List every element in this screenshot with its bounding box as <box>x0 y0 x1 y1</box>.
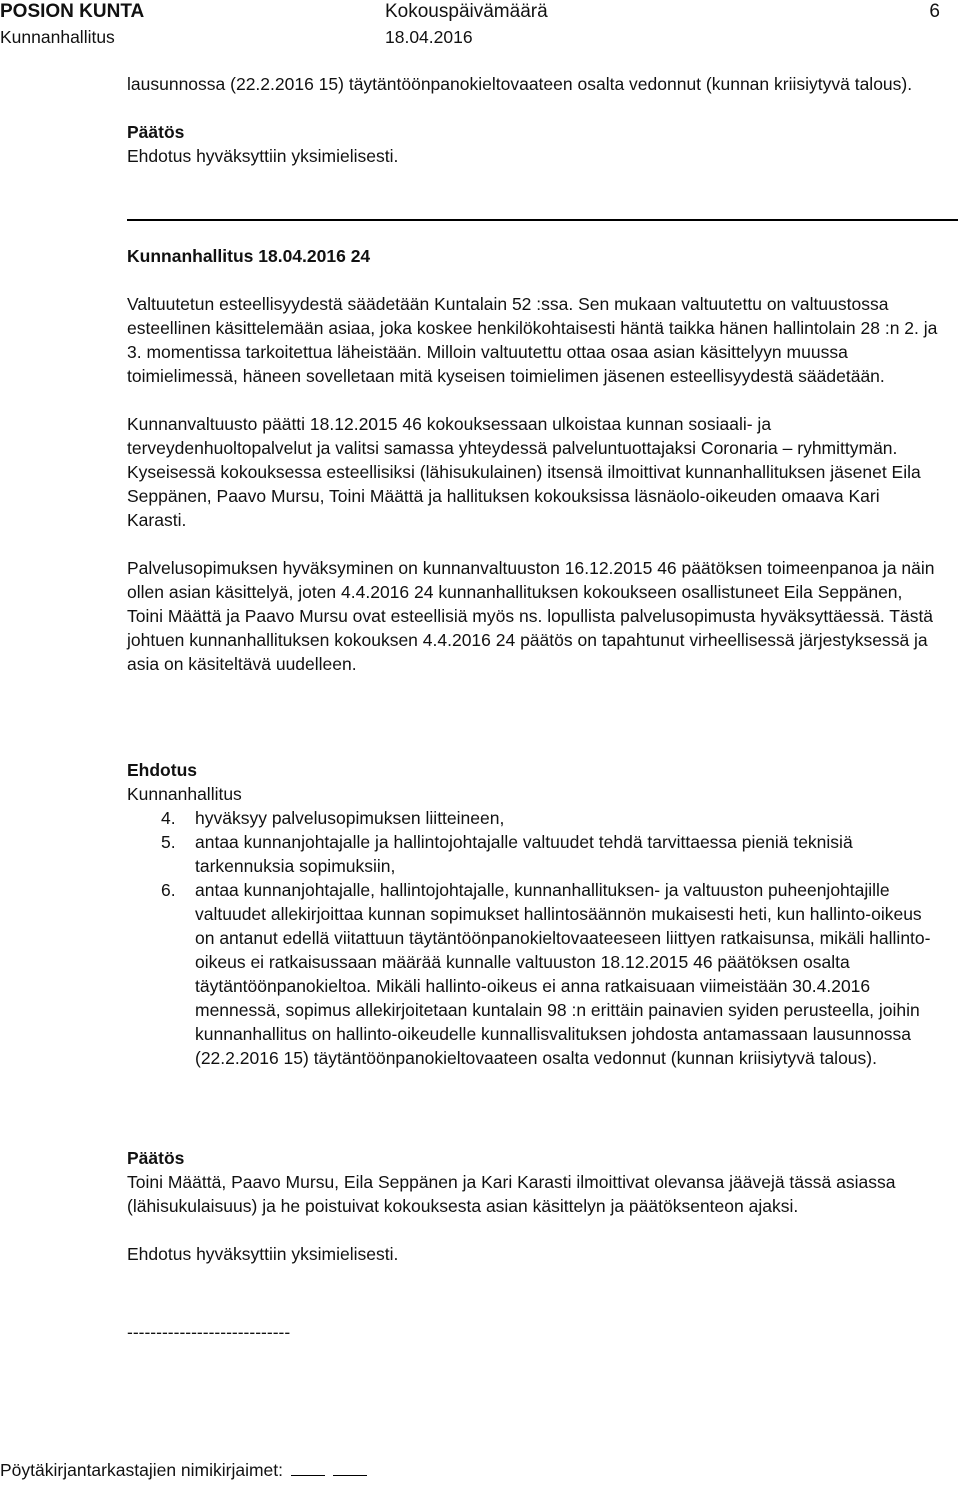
decision-text: Toini Määttä, Paavo Mursu, Eila Seppänen ja Kari Karasti ilmoittivat olevansa jäävejä tässä asiassa (lähisukulaisuus) ja he poistuivat kokouksesta asian käsittelyn ja päätöksenteon ajaksi. <box>127 1172 896 1216</box>
list-item-number: 4. <box>161 808 176 828</box>
paragraph-palvelusopimus: Palvelusopimuksen hyväksyminen on kunnanvaltuuston 16.12.2015 46 päätöksen toimeenpanoa ja näin ollen asian käsittelyä, joten 4.4.2016 24 kunnanhallituksen kokoukseen osallistuneet Eila Seppänen, Toini Määttä ja Paavo Mursu ovat esteellisiä myös ns. lopullista palvelusopimusta hyväksyttäessä. Tästä johtuen kunnanhallituksen kokouksen 4.4.2016 24 päätös on tapahtunut virheellisessä järjestyksessä ja asia on käsiteltävä uudelleen. <box>127 558 935 674</box>
decision-result: Ehdotus hyväksyttiin yksimielisesti. <box>127 1244 399 1264</box>
initials-line <box>291 1461 325 1476</box>
proposal-list <box>127 806 942 1070</box>
governing-body: Kunnanhallitus <box>0 27 115 47</box>
list-item <box>127 806 942 830</box>
page-header <box>0 0 960 48</box>
page-number: 6 <box>929 1 940 22</box>
initials-label: Pöytäkirjantarkastajien nimikirjaimet: <box>0 1460 284 1480</box>
decision-heading: Päätös <box>127 1148 185 1168</box>
list-item <box>127 830 942 878</box>
list-item-number: 5. <box>161 832 176 852</box>
previous-item-end <box>127 72 942 168</box>
section-heading: Kunnanhallitus 18.04.2016 24 <box>127 246 371 266</box>
page-footer <box>0 1458 367 1482</box>
decision-section <box>127 1146 942 1266</box>
proposal-subject: Kunnanhallitus <box>127 784 242 804</box>
section-divider <box>127 219 958 221</box>
section-body <box>127 244 942 676</box>
decision-text: Ehdotus hyväksyttiin yksimielisesti. <box>127 146 399 166</box>
proposal-section <box>127 758 942 1070</box>
continuation-text: lausunnossa (22.2.2016 15) täytäntöönpanokieltovaateen osalta vedonnut (kunnan kriisiytyvä talous). <box>127 74 913 94</box>
list-item-number: 6. <box>161 880 176 900</box>
organization-name: POSION KUNTA <box>0 1 145 22</box>
meeting-date-label: Kokouspäivämäärä <box>385 1 548 22</box>
list-item-text: hyväksyy palvelusopimuksen liitteineen, <box>195 808 505 828</box>
meeting-date: 18.04.2016 <box>385 27 473 47</box>
initials-line <box>333 1461 367 1476</box>
decision-heading: Päätös <box>127 122 185 142</box>
list-item <box>127 878 942 1070</box>
list-item-text: antaa kunnanjohtajalle, hallintojohtajalle, kunnanhallituksen- ja valtuuston puheenjohtajille valtuudet allekirjoittaa kunnan sopimukset hallintosäännön mukaisesti heti, kun hallinto-oikeus on antanut edellä viitattuun täytäntöönpanokieltovaateeseen liittyen ratkaisunsa, mikäli hallinto-oikeus ei ratkaisussaan määrää kunnalle valtuuston 18.12.2015 46 päätöksen osalta täytäntöönpanokieltoa. Mikäli hallinto-oikeus ei anna ratkaisuaan viimeistään 30.4.2016 mennessä, sopimus allekirjoitetaan kuntalain 98 :n erittäin painavien syiden perusteella, joihin kunnanhallitus on hallinto-oikeudelle kunnallisvalituksen johdosta antamassaan lausunnossa (22.2.2016 15) täytäntöönpanokieltovaateen osalta vedonnut (kunnan kriisiytyvä talous). <box>195 880 931 1068</box>
paragraph-esteellisyys: Valtuutetun esteellisyydestä säädetään Kuntalain 52 :ssa. Sen mukaan valtuutettu on valtuustossa esteellinen käsittelemään asiaa, joka koskee henkilökohtaisesti häntä taikka hänen hallintolain 28 :n 2. ja 3. momentissa tarkoitettua läheistään. Milloin valtuutettu ottaa osaa asian käsittelyyn muussa toimielimessä, häneen sovelletaan mitä kyseisen toimielimen jäsenen esteellisyydestä säädetään. <box>127 294 938 386</box>
list-item-text: antaa kunnanjohtajalle ja hallintojohtajalle valtuudet tehdä tarvittaessa pieniä teknisiä tarkennuksia sopimuksiin, <box>195 832 853 876</box>
paragraph-valtuusto: Kunnanvaltuusto päätti 18.12.2015 46 kokouksessaan ulkoistaa kunnan sosiaali- ja terveydenhuoltopalvelut ja valitsi samassa yhteydessä palveluntuottajaksi Coronaria – ryhmittymän. Kyseisessä kokouksessa esteellisiksi (lähisukulainen) itsensä ilmoittivat kunnanhallituksen jäsenet Eila Seppänen, Paavo Mursu, Toini Määttä ja hallituksen kokouksissa läsnäolo-oikeuden omaava Kari Karasti. <box>127 414 921 530</box>
proposal-heading: Ehdotus <box>127 760 197 780</box>
separator-line: ---------------------------- <box>127 1322 291 1342</box>
